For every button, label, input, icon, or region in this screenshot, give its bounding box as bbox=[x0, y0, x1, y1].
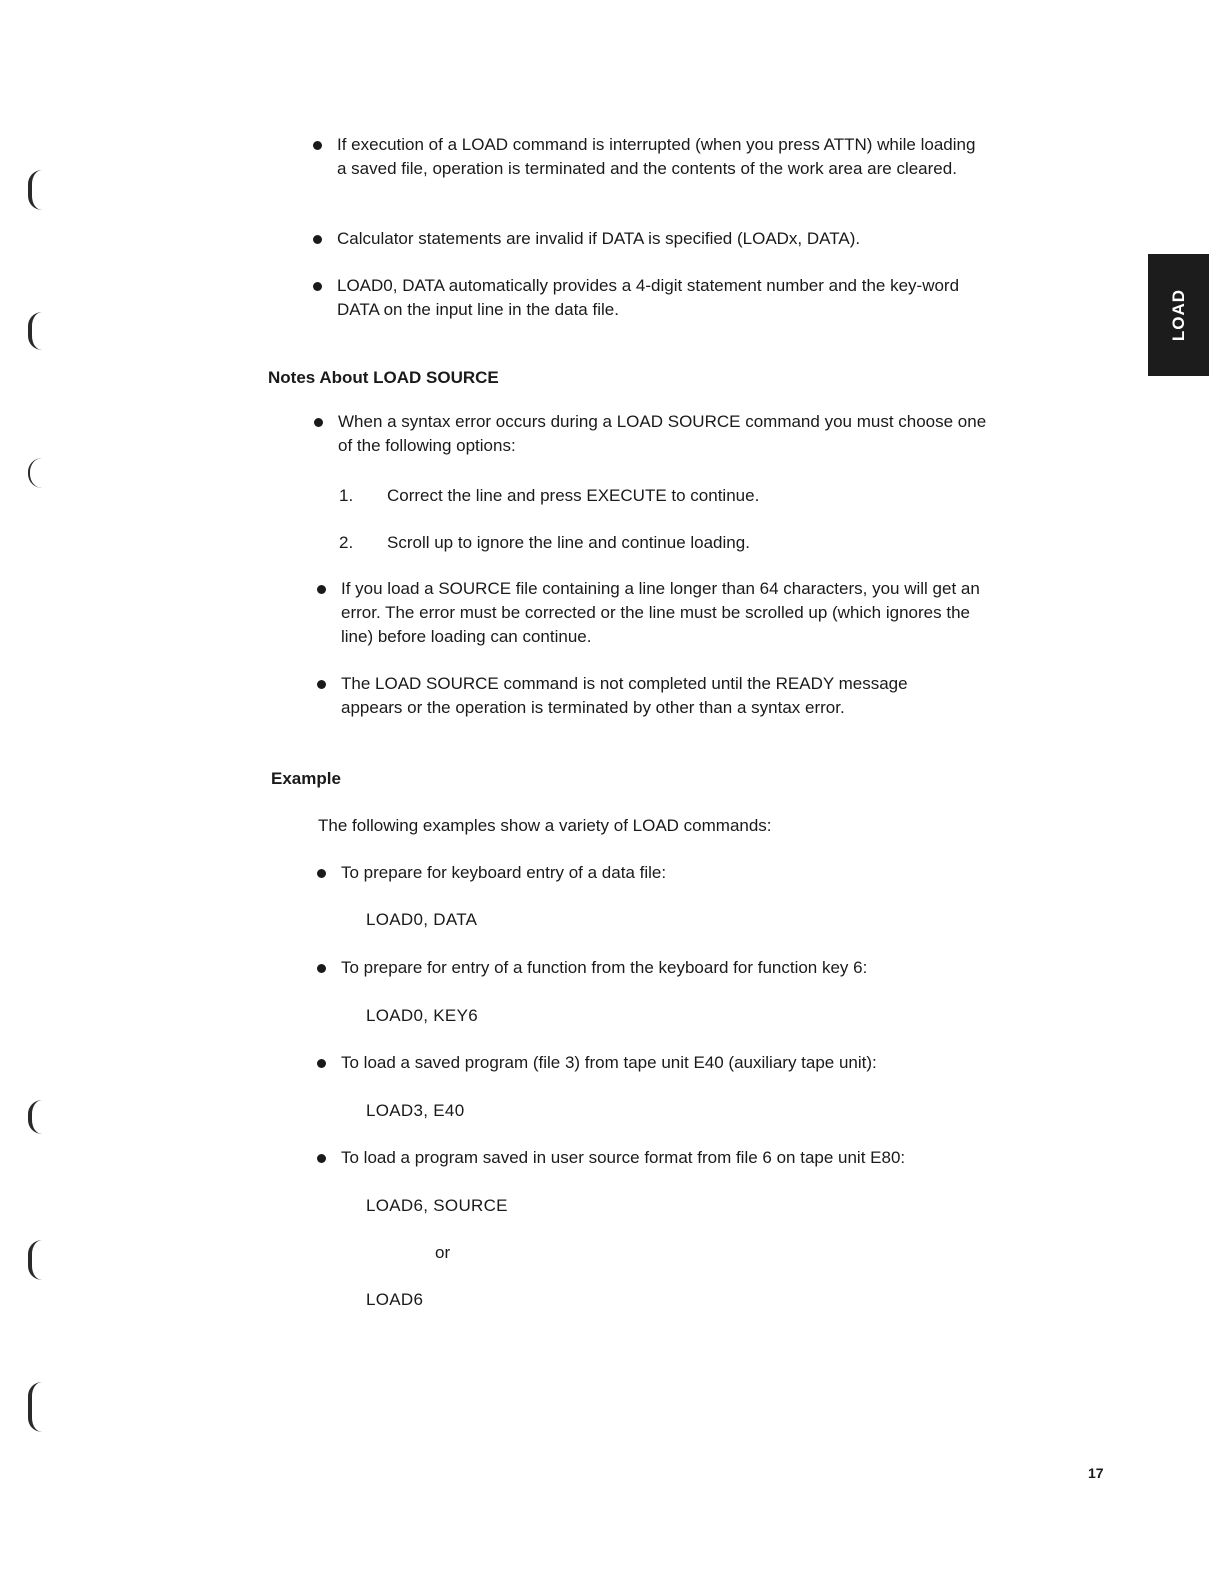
code-line: LOAD0, DATA bbox=[366, 910, 478, 929]
bullet-icon bbox=[317, 964, 326, 973]
code-line: LOAD0, KEY6 bbox=[366, 1006, 478, 1025]
bullet-text: To load a program saved in user source format from file 6 on tape unit E80: bbox=[341, 1148, 906, 1167]
bullet-item bbox=[338, 410, 998, 458]
item-text: Correct the line and press EXECUTE to continue. bbox=[387, 486, 760, 505]
bullet-text: LOAD0, DATA automatically provides a 4-digit statement number and the key-word DATA on the input line in the data file. bbox=[337, 276, 960, 319]
bullet-item bbox=[337, 227, 987, 251]
item-text: Scroll up to ignore the line and continue loading. bbox=[387, 533, 750, 552]
bullet-item bbox=[341, 956, 1041, 980]
code-line: LOAD3, E40 bbox=[366, 1101, 465, 1120]
bullet-icon bbox=[313, 235, 322, 244]
page-number: 17 bbox=[1088, 1465, 1104, 1481]
code-line: LOAD6 bbox=[366, 1290, 424, 1309]
section-heading: Notes About LOAD SOURCE bbox=[268, 368, 499, 387]
numbered-item bbox=[339, 531, 750, 555]
binder-mark bbox=[28, 1100, 44, 1134]
bullet-item bbox=[341, 861, 1041, 885]
bullet-icon bbox=[317, 1154, 326, 1163]
bullet-item bbox=[337, 133, 987, 181]
bullet-text: The LOAD SOURCE command is not completed until the READY message appears or the operation is terminated by other than a syntax error. bbox=[341, 674, 908, 717]
bullet-text: Calculator statements are invalid if DATA is specified (LOADx, DATA). bbox=[337, 229, 861, 248]
binder-mark bbox=[28, 458, 42, 488]
example-intro: The following examples show a variety of LOAD commands: bbox=[318, 816, 772, 835]
bullet-item bbox=[341, 577, 991, 649]
bullet-text: To prepare for keyboard entry of a data file: bbox=[341, 863, 667, 882]
section-tab-label: LOAD bbox=[1168, 288, 1188, 342]
bullet-item bbox=[337, 274, 977, 322]
bullet-text: If execution of a LOAD command is interrupted (when you press ATTN) while loading a saved file, operation is terminated and the contents of the work area are cleared. bbox=[337, 135, 976, 178]
binder-mark bbox=[28, 170, 44, 210]
numbered-item bbox=[339, 484, 759, 508]
bullet-item bbox=[341, 1146, 1041, 1170]
bullet-icon bbox=[317, 869, 326, 878]
bullet-text: If you load a SOURCE file containing a line longer than 64 characters, you will get an error. The error must be corrected or the line must be scrolled up (which ignores the line) before loading can continue. bbox=[341, 579, 980, 646]
bullet-text: To load a saved program (file 3) from tape unit E40 (auxiliary tape unit): bbox=[341, 1053, 877, 1072]
bullet-text: To prepare for entry of a function from the keyboard for function key 6: bbox=[341, 958, 868, 977]
bullet-text: When a syntax error occurs during a LOAD SOURCE command you must choose one of the following options: bbox=[338, 412, 987, 455]
section-heading: Example bbox=[271, 769, 341, 788]
item-number: 1. bbox=[339, 486, 354, 505]
item-number: 2. bbox=[339, 533, 354, 552]
code-line: LOAD6, SOURCE bbox=[366, 1196, 508, 1215]
binder-mark bbox=[28, 312, 44, 350]
bullet-icon bbox=[313, 282, 322, 291]
bullet-item bbox=[341, 1051, 1041, 1075]
or-separator: or bbox=[435, 1243, 451, 1262]
section-tab bbox=[1148, 254, 1209, 376]
bullet-icon bbox=[313, 141, 322, 150]
bullet-icon bbox=[317, 585, 326, 594]
binder-mark bbox=[28, 1382, 44, 1432]
bullet-icon bbox=[317, 1059, 326, 1068]
bullet-icon bbox=[317, 680, 326, 689]
bullet-icon bbox=[314, 418, 323, 427]
binder-mark bbox=[28, 1240, 44, 1280]
bullet-item bbox=[341, 672, 961, 720]
